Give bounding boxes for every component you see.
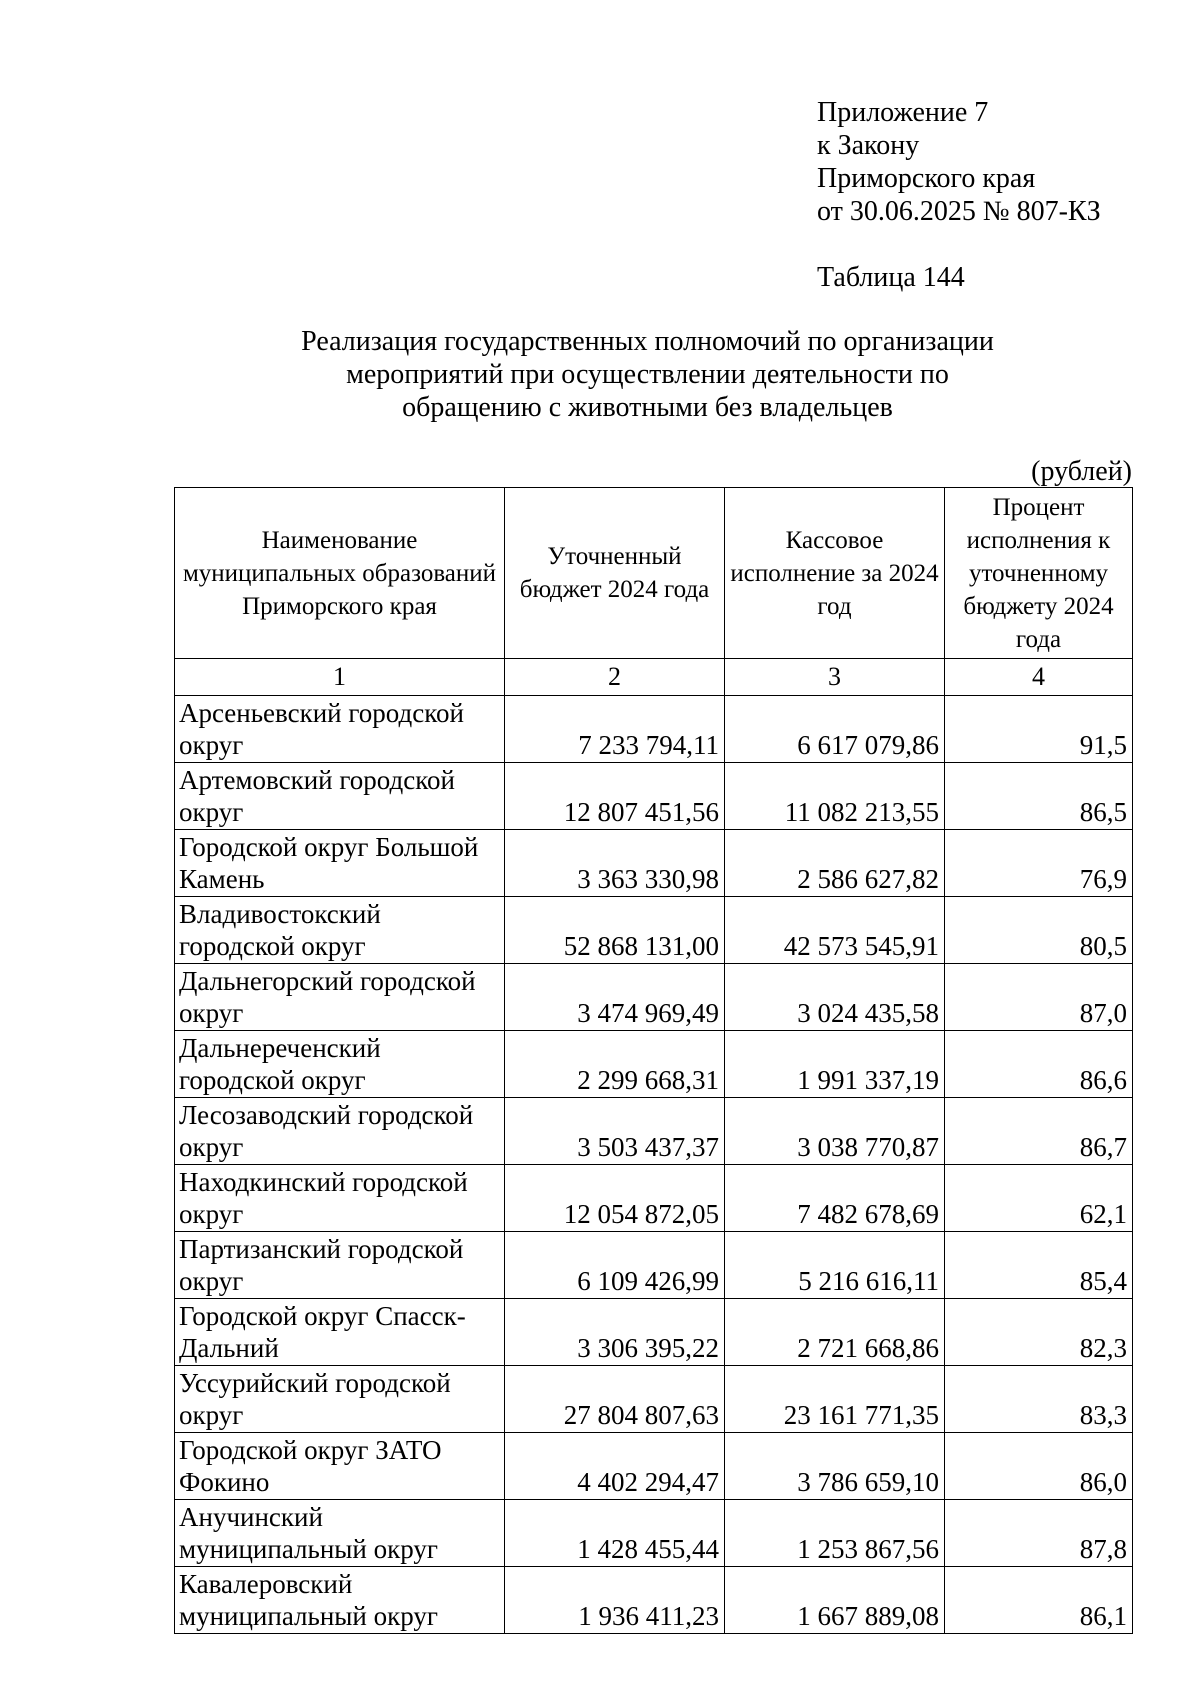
percent-value: 83,3 [945, 1366, 1133, 1433]
municipality-name: Городской округ Спасск-Дальний [175, 1299, 505, 1366]
execution-value: 2 586 627,82 [725, 830, 945, 897]
appendix-line: Приложение 7 [817, 97, 989, 128]
units-label: (рублей) [1031, 456, 1132, 487]
percent-value: 86,5 [945, 763, 1133, 830]
appendix-reference [817, 96, 1101, 228]
municipality-name: Лесозаводский городской округ [175, 1098, 505, 1165]
column-number-row [175, 659, 1133, 696]
title-line: обращению с животными без владельцев [402, 392, 893, 423]
title-line: Реализация государственных полномочий по организации [301, 326, 994, 357]
municipality-name: Уссурийский городской округ [175, 1366, 505, 1433]
table-row [175, 964, 1133, 1031]
budget-value: 1 936 411,23 [505, 1567, 725, 1634]
table-row [175, 1098, 1133, 1165]
appendix-line: от 30.06.2025 № 807-КЗ [817, 196, 1101, 227]
table-row [175, 1165, 1133, 1232]
percent-value: 87,0 [945, 964, 1133, 1031]
execution-value: 11 082 213,55 [725, 763, 945, 830]
table-number-label: Таблица 144 [817, 262, 965, 293]
table-row [175, 696, 1133, 763]
table-row [175, 1567, 1133, 1634]
appendix-line: Приморского края [817, 163, 1036, 194]
percent-value: 87,8 [945, 1500, 1133, 1567]
column-number: 4 [945, 659, 1133, 696]
budget-value: 12 054 872,05 [505, 1165, 725, 1232]
execution-value: 2 721 668,86 [725, 1299, 945, 1366]
column-number: 3 [725, 659, 945, 696]
percent-value: 86,0 [945, 1433, 1133, 1500]
table-row [175, 1433, 1133, 1500]
execution-value: 3 038 770,87 [725, 1098, 945, 1165]
table-row [175, 1299, 1133, 1366]
execution-value: 7 482 678,69 [725, 1165, 945, 1232]
execution-value: 1 253 867,56 [725, 1500, 945, 1567]
table-header-row [175, 488, 1133, 659]
municipality-name: Артемовский городской округ [175, 763, 505, 830]
municipality-name: Кавалеровский муниципальный округ [175, 1567, 505, 1634]
municipality-name: Городской округ ЗАТО Фокино [175, 1433, 505, 1500]
appendix-line: к Закону [817, 130, 920, 161]
budget-value: 3 363 330,98 [505, 830, 725, 897]
municipality-name: Анучинский муниципальный округ [175, 1500, 505, 1567]
title-line: мероприятий при осуществлении деятельности по [346, 359, 949, 390]
budget-value: 27 804 807,63 [505, 1366, 725, 1433]
budget-value: 4 402 294,47 [505, 1433, 725, 1500]
municipality-name: Арсеньевский городской округ [175, 696, 505, 763]
municipality-name: Дальнереченский городской округ [175, 1031, 505, 1098]
table-row [175, 1366, 1133, 1433]
budget-value: 3 474 969,49 [505, 964, 725, 1031]
document-title [250, 325, 1045, 424]
municipality-name: Владивостокский городской округ [175, 897, 505, 964]
percent-value: 80,5 [945, 897, 1133, 964]
execution-value: 3 786 659,10 [725, 1433, 945, 1500]
percent-value: 76,9 [945, 830, 1133, 897]
budget-value: 6 109 426,99 [505, 1232, 725, 1299]
percent-value: 85,4 [945, 1232, 1133, 1299]
percent-value: 86,7 [945, 1098, 1133, 1165]
execution-value: 23 161 771,35 [725, 1366, 945, 1433]
header-percent: Процент исполнения к уточненному бюджету 2024 года [945, 488, 1133, 659]
table-row [175, 1500, 1133, 1567]
execution-value: 6 617 079,86 [725, 696, 945, 763]
header-budget: Уточненный бюджет 2024 года [505, 488, 725, 659]
table-row [175, 897, 1133, 964]
municipality-name: Партизанский городской округ [175, 1232, 505, 1299]
execution-value: 5 216 616,11 [725, 1232, 945, 1299]
table-row [175, 830, 1133, 897]
percent-value: 62,1 [945, 1165, 1133, 1232]
column-number: 2 [505, 659, 725, 696]
table-row [175, 763, 1133, 830]
percent-value: 86,1 [945, 1567, 1133, 1634]
table-row [175, 1232, 1133, 1299]
column-number: 1 [175, 659, 505, 696]
table-row [175, 1031, 1133, 1098]
budget-value: 52 868 131,00 [505, 897, 725, 964]
execution-value: 1 667 889,08 [725, 1567, 945, 1634]
header-execution: Кассовое исполнение за 2024 год [725, 488, 945, 659]
budget-value: 12 807 451,56 [505, 763, 725, 830]
percent-value: 82,3 [945, 1299, 1133, 1366]
percent-value: 91,5 [945, 696, 1133, 763]
budget-value: 2 299 668,31 [505, 1031, 725, 1098]
municipality-name: Городской округ Большой Камень [175, 830, 505, 897]
execution-value: 3 024 435,58 [725, 964, 945, 1031]
budget-value: 1 428 455,44 [505, 1500, 725, 1567]
header-municipality: Наименование муниципальных образований Приморского края [175, 488, 505, 659]
execution-value: 1 991 337,19 [725, 1031, 945, 1098]
municipality-name: Находкинский городской округ [175, 1165, 505, 1232]
percent-value: 86,6 [945, 1031, 1133, 1098]
budget-value: 3 306 395,22 [505, 1299, 725, 1366]
budget-value: 3 503 437,37 [505, 1098, 725, 1165]
municipality-name: Дальнегорский городской округ [175, 964, 505, 1031]
execution-value: 42 573 545,91 [725, 897, 945, 964]
budget-table [174, 487, 1133, 1634]
budget-value: 7 233 794,11 [505, 696, 725, 763]
